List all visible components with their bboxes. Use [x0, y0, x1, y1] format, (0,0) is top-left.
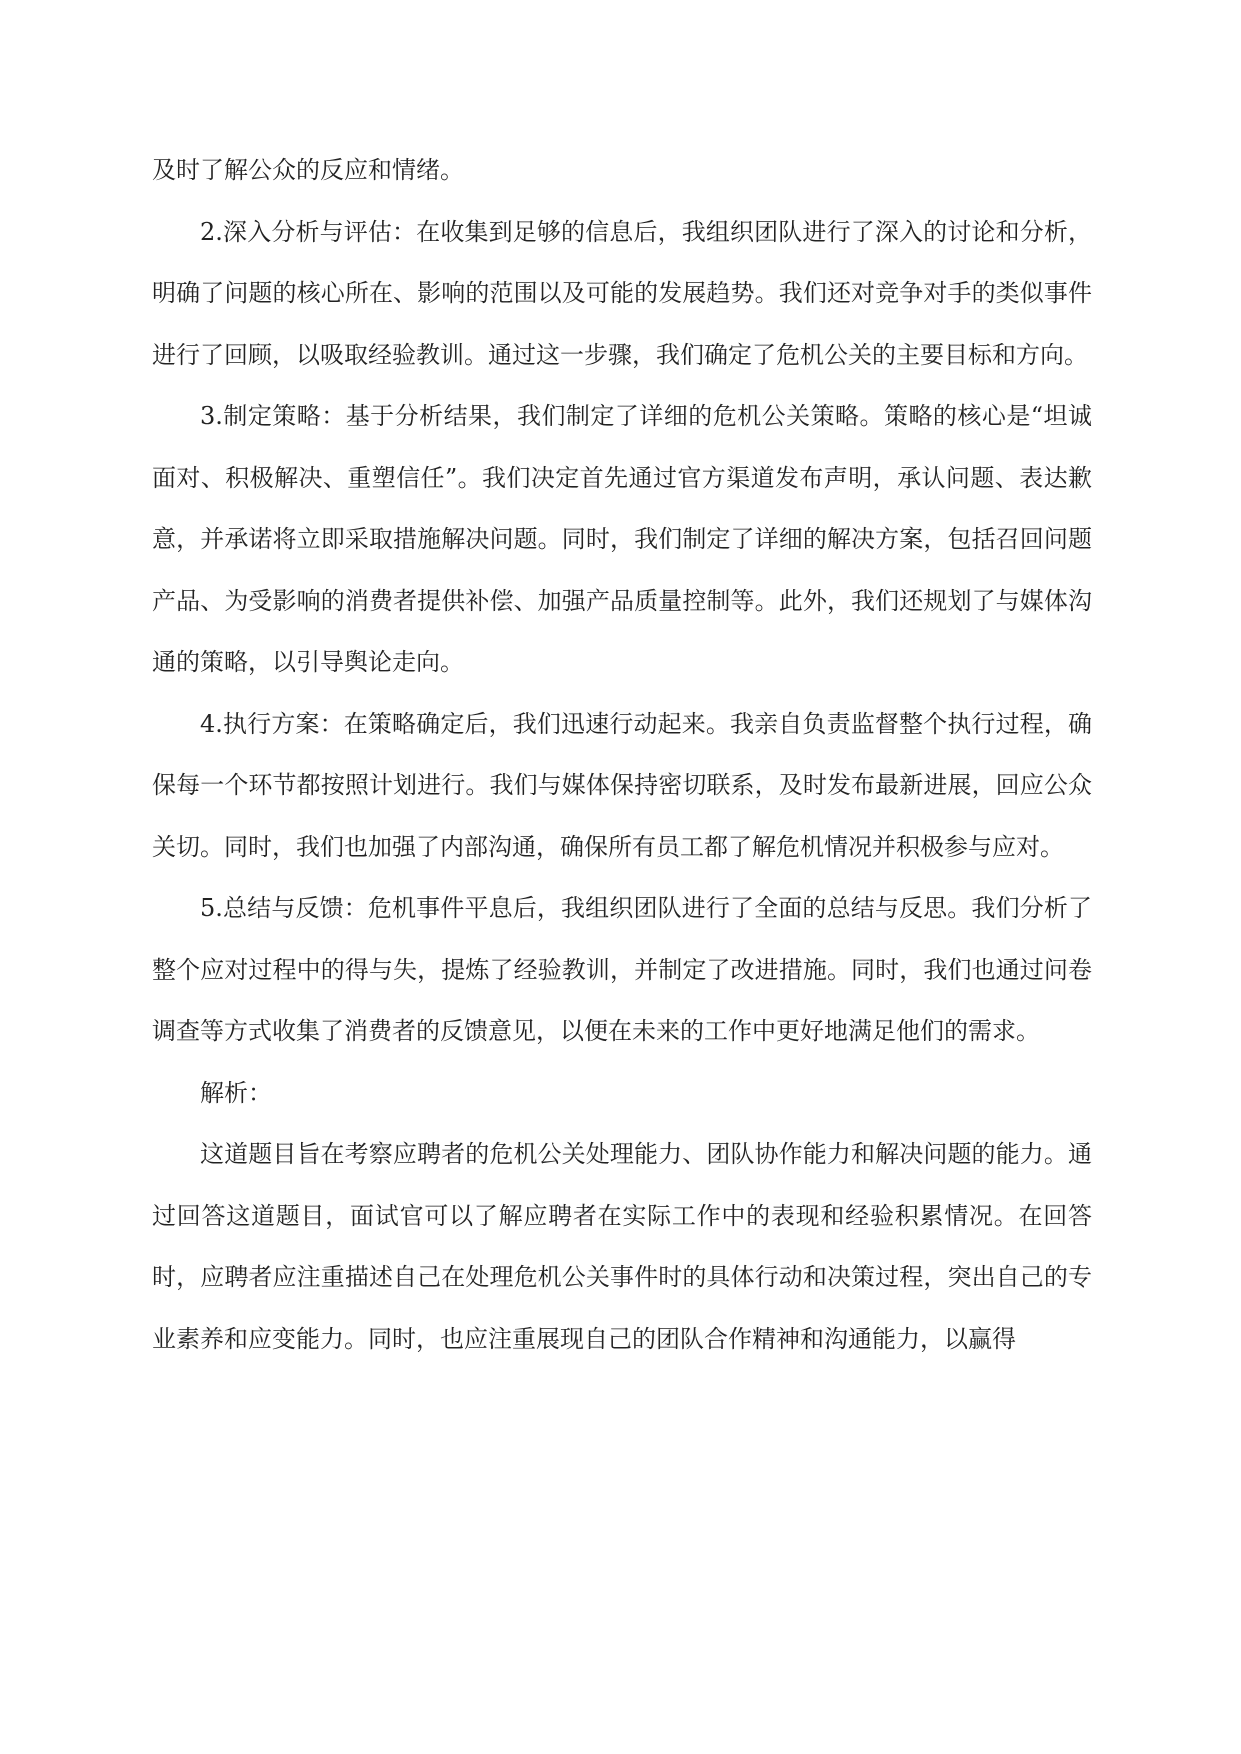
paragraph-step-3: 3.制定策略：基于分析结果，我们制定了详细的危机公关策略。策略的核心是“坦诚面对、积极解决、重塑信任”。我们决定首先通过官方渠道发布声明，承认问题、表达歉意，并承诺将立即采取措施解决问题。同时，我们制定了详细的解决方案，包括召回问题产品、为受影响的消费者提供补偿、加强产品质量控制等。此外，我们还规划了与媒体沟通的策略，以引导舆论走向。: [152, 402, 1092, 676]
paragraph-continuation: 及时了解公众的反应和情绪。: [152, 156, 464, 184]
analysis-paragraph: 这道题目旨在考察应聘者的危机公关处理能力、团队协作能力和解决问题的能力。通过回答这道题目，面试官可以了解应聘者在实际工作中的表现和经验积累情况。在回答时，应聘者应注重描述自己在处理危机公关事件时的具体行动和决策过程，突出自己的专业素养和应变能力。同时，也应注重展现自己的团队合作精神和沟通能力，以赢得: [152, 1140, 1092, 1353]
paragraph-step-4: 4.执行方案：在策略确定后，我们迅速行动起来。我亲自负责监督整个执行过程，确保每一个环节都按照计划进行。我们与媒体保持密切联系，及时发布最新进展，回应公众关切。同时，我们也加强了内部沟通，确保所有员工都了解危机情况并积极参与应对。: [152, 709, 1092, 861]
document-body: [152, 140, 1092, 1370]
paragraph-step-2: 2.深入分析与评估：在收集到足够的信息后，我组织团队进行了深入的讨论和分析，明确了问题的核心所在、影响的范围以及可能的发展趋势。我们还对竞争对手的类似事件进行了回顾，以吸取经验教训。通过这一步骤，我们确定了危机公关的主要目标和方向。: [152, 217, 1092, 369]
analysis-heading: 解析：: [200, 1078, 272, 1107]
paragraph-step-5: 5.总结与反馈：危机事件平息后，我组织团队进行了全面的总结与反思。我们分析了整个应对过程中的得与失，提炼了经验教训，并制定了改进措施。同时，我们也通过问卷调查等方式收集了消费者的反馈意见，以便在未来的工作中更好地满足他们的需求。: [152, 894, 1092, 1045]
